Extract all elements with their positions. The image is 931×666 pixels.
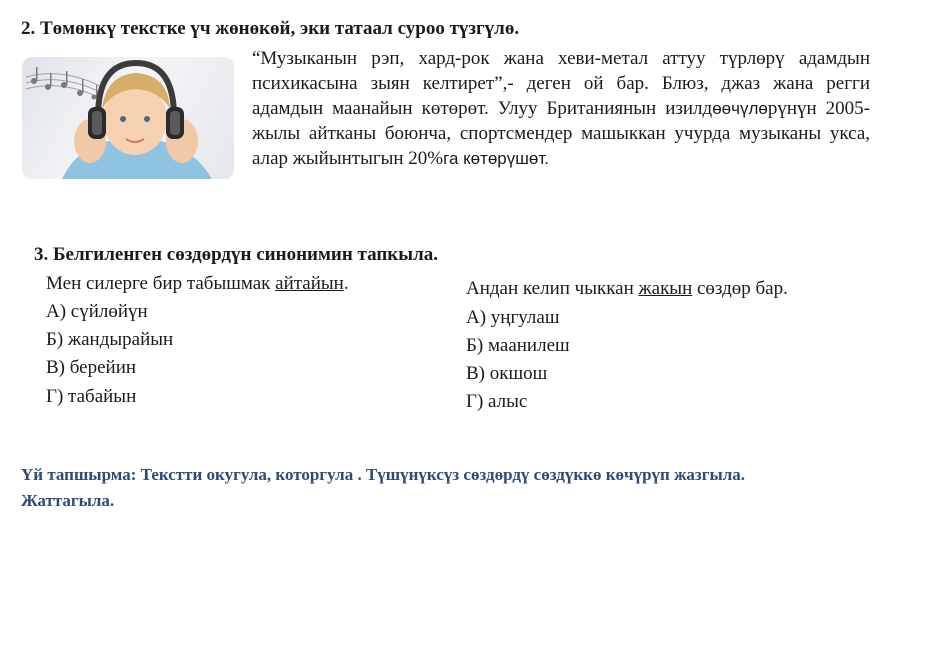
paragraph-text-4: га көтөрүшөт. <box>443 149 549 168</box>
task2-heading: 2. Төмөнкү текстке үч жөнөкөй, эки татаал суроо түзгүлө. <box>21 18 520 39</box>
left-option-b: Б) жандырайын <box>46 329 174 350</box>
task3-heading: 3. Белгиленген сөздөрдүн синонимин тапкыла. <box>34 244 439 265</box>
right-underlined-word: жакын <box>638 278 693 299</box>
homework-line-2: Жаттагыла. <box>21 491 115 510</box>
paragraph-text-1: “Музыканын рэп, хард-рок жана хеви-метал аттуу түрлөрү адамдын психикасына зыян келтирет”,- деген ой бар. Блюз, джаз жана регги адамдын маанайын көтөрөт. Улуу Британиянын изилд <box>252 48 870 119</box>
right-sentence-before: Андан келип чыккан <box>466 278 639 299</box>
right-option-d: Г) алыс <box>466 391 528 412</box>
right-sentence-after: сөздөр бар. <box>692 278 788 299</box>
task3-left-sentence <box>46 273 349 295</box>
homework-line-1: Үй тапшырма: Текстти окугула, которгула . Түшүнүксүз сөздөрдү сөздүккө көчүрүп жазгыла. <box>21 465 746 484</box>
left-option-a: А) сүйлөйүн <box>46 301 148 322</box>
child-headphones-image <box>22 57 234 179</box>
left-sentence-after: . <box>343 273 349 294</box>
right-option-a: А) уңгулаш <box>466 307 560 328</box>
left-underlined-word: айтайын <box>275 273 344 294</box>
left-sentence-before: Мен силерге бир табышмак <box>46 273 276 294</box>
left-option-d: Г) табайын <box>46 386 137 407</box>
task3-right-sentence <box>466 278 788 300</box>
right-option-b: Б) маанилеш <box>466 335 570 356</box>
paragraph-text-2: өөчүлө <box>712 99 768 118</box>
paragraph-text-3: рүнүн 2005-жылы айтканы боюнча, спортсмендер машыккан учурда музыканы укса, алар жыйынтыгын 20% <box>252 98 870 169</box>
task2-paragraph <box>252 46 870 171</box>
left-option-c: В) берейин <box>46 357 137 378</box>
right-option-c: В) окшош <box>466 363 548 384</box>
